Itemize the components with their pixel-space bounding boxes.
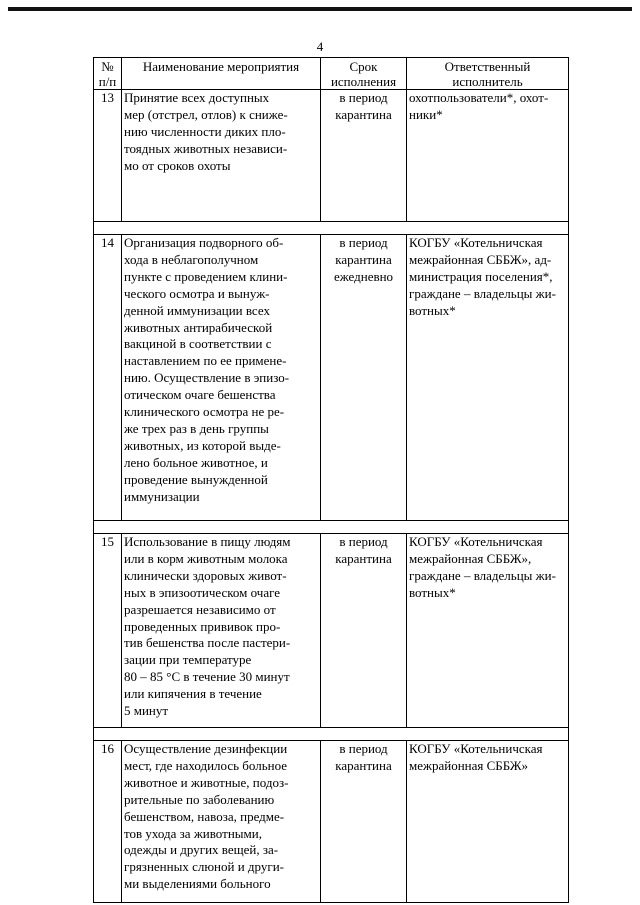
row-spacer bbox=[94, 222, 569, 235]
table-header-row bbox=[94, 58, 569, 90]
row-spacer bbox=[94, 728, 569, 741]
row-number: 15 bbox=[94, 534, 122, 728]
measures-table bbox=[93, 57, 569, 903]
table-row bbox=[94, 235, 569, 521]
header-executor: Ответственный исполнитель bbox=[407, 58, 569, 90]
row-executor: КОГБУ «Котельничская межрайонная СББЖ», граждане – владельцы жи- вотных* bbox=[407, 534, 569, 728]
row-measure-name: Осуществление дезинфекции мест, где находилось больное животное и животные, подоз- рительные по заболеванию бешенством, навоза, предме- тов ухода за животными, одежды и других вещей, за- грязненных слюной и други- ми выделениями больного bbox=[122, 741, 321, 903]
top-border-bar bbox=[8, 7, 632, 11]
header-term: Срок исполнения bbox=[321, 58, 407, 90]
row-executor: КОГБУ «Котельничская межрайонная СББЖ» bbox=[407, 741, 569, 903]
header-number: № п/п bbox=[94, 58, 122, 90]
header-measure-name: Наименование мероприятия bbox=[122, 58, 321, 90]
row-term: в период карантина bbox=[321, 90, 407, 222]
row-measure-name: Принятие всех доступных мер (отстрел, отлов) к сниже- нию численности диких пло- тоядных животных независи- мо от сроков охоты bbox=[122, 90, 321, 222]
table-row bbox=[94, 90, 569, 222]
table-row bbox=[94, 741, 569, 903]
row-measure-name: Использование в пищу людям или в корм животным молока клинически здоровых живот- ных в эпизоотическом очаге разрешается независимо от проведенных прививок про- тив бешенства после пастери- зации при температуре 80 – 85 °С в течение 30 минут или кипячения в течение 5 минут bbox=[122, 534, 321, 728]
row-term: в период карантина ежедневно bbox=[321, 235, 407, 521]
row-executor: КОГБУ «Котельничская межрайонная СББЖ», ад- министрация поселения*, граждане – владельцы жи- вотных* bbox=[407, 235, 569, 521]
row-executor: охотпользователи*, охот- ники* bbox=[407, 90, 569, 222]
row-spacer bbox=[94, 521, 569, 534]
row-number: 13 bbox=[94, 90, 122, 222]
row-term: в период карантина bbox=[321, 534, 407, 728]
table-row bbox=[94, 534, 569, 728]
row-term: в период карантина bbox=[321, 741, 407, 903]
page-number: 4 bbox=[316, 39, 324, 54]
row-measure-name: Организация подворного об- хода в неблагополучном пункте с проведением клини- ческого осмотра и вынуж- денной иммунизации всех животных антирабической вакциной в соответствии с наставлением по ее примене- нию. Осуществление в эпизо- отическом очаге бешенства клинического осмотра не ре- же трех раз в день группы животных, из которой выде- лено больное животное, и проведение вынужденной иммунизации bbox=[122, 235, 321, 521]
row-number: 14 bbox=[94, 235, 122, 521]
row-number: 16 bbox=[94, 741, 122, 903]
